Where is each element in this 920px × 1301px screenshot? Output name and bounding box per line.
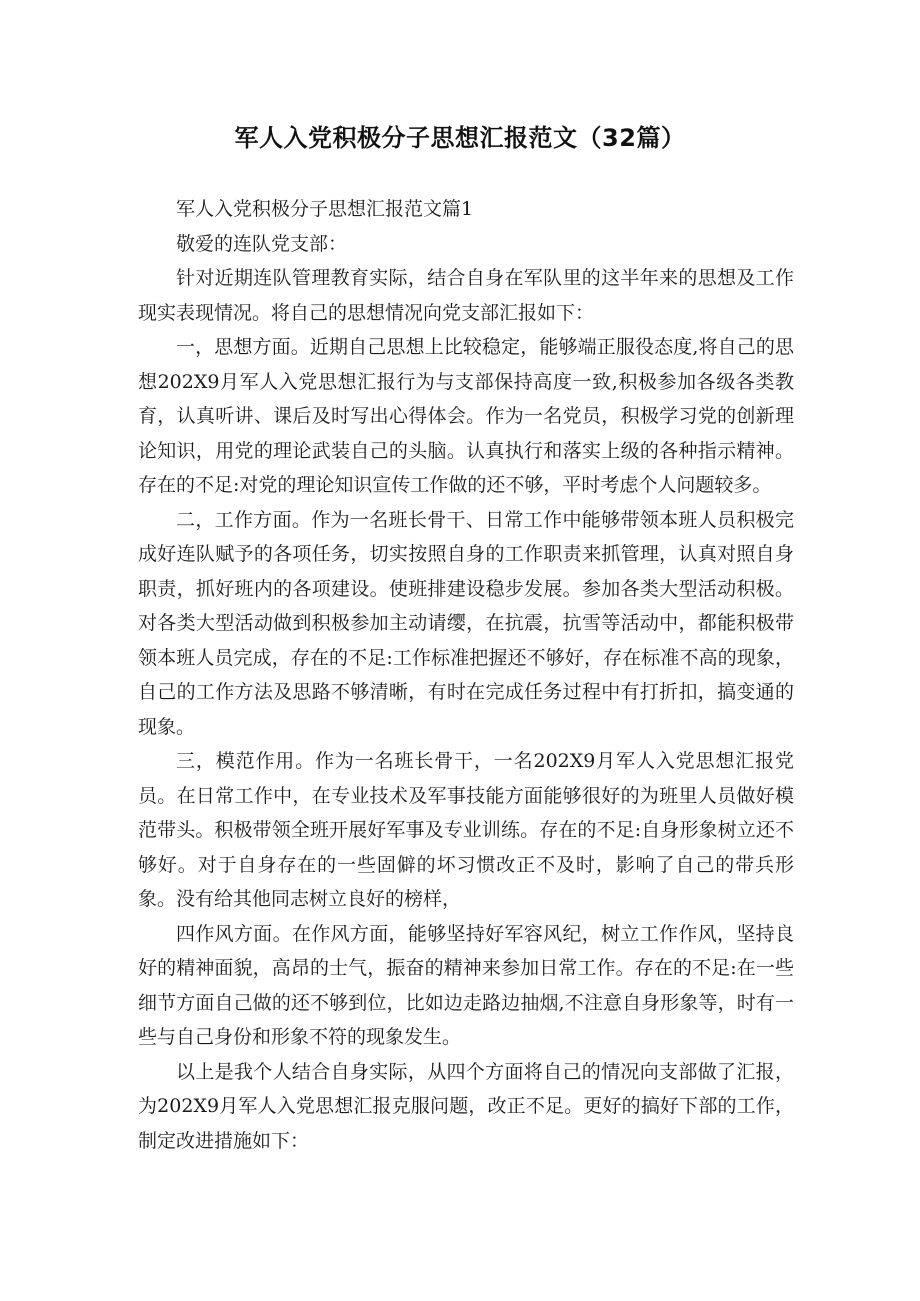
body-paragraph: 三，模范作用。作为一名班长骨干，一名202X9月军人入党思想汇报党员。在日常工作中，在专业技术及军事技能方面能够很好的为班里人员做好模范带头。积极带领全班开展好军事及专业训练。存在的不足:自身形象树立还不够好。对于自身存在的一些固僻的坏习惯改正不及时，影响了自己的带兵形象。没有给其他同志树立良好的榜样， [138, 750, 794, 910]
salutation: 敬爱的连队党支部： [176, 232, 348, 255]
document-title: 军人入党积极分子思想汇报范文（32篇） [234, 124, 686, 152]
document-body [138, 192, 794, 1158]
body-paragraph: 以上是我个人结合自身实际，从四个方面将自己的情况向支部做了汇报，为202X9月军人入党思想汇报克服问题，改正不足。更好的搞好下部的工作，制定改进措施如下： [138, 1060, 794, 1152]
section-heading: 军人入党积极分子思想汇报范文篇1 [176, 198, 474, 220]
body-paragraph: 四作风方面。在作风方面，能够坚持好军容风纪，树立工作作风，坚持良好的精神面貌，高昂的士气，振奋的精神来参加日常工作。存在的不足:在一些细节方面自己做的还不够到位，比如边走路边抽烟,不注意自身形象等，时有一些与自己身份和形象不符的现象发生。 [138, 922, 794, 1048]
body-paragraph: 二，工作方面。作为一名班长骨干、日常工作中能够带领本班人员积极完成好连队赋予的各项任务，切实按照自身的工作职责来抓管理，认真对照自身职责，抓好班内的各项建设。使班排建设稳步发展。参加各类大型活动积极。对各类大型活动做到积极参加主动请缨，在抗震，抗雪等活动中，都能积极带领本班人员完成，存在的不足:工作标准把握还不够好，存在标准不高的现象，自己的工作方法及思路不够清晰，有时在完成任务过程中有打折扣，搞变通的现象。 [138, 508, 794, 738]
body-paragraph: 针对近期连队管理教育实际，结合自身在军队里的这半年来的思想及工作现实表现情况。将自己的思想情况向党支部汇报如下： [138, 267, 794, 324]
body-paragraph: 一，思想方面。近期自己思想上比较稳定，能够端正服役态度,将自己的思想202X9月军人入党思想汇报行为与支部保持高度一致,积极参加各级各类教育，认真听讲、课后及时写出心得体会。作为一名党员，积极学习党的创新理论知识，用党的理论武装自己的头脑。认真执行和落实上级的各种指示精神。存在的不足:对党的理论知识宣传工作做的还不够，平时考虑个人问题较多。 [138, 336, 794, 496]
